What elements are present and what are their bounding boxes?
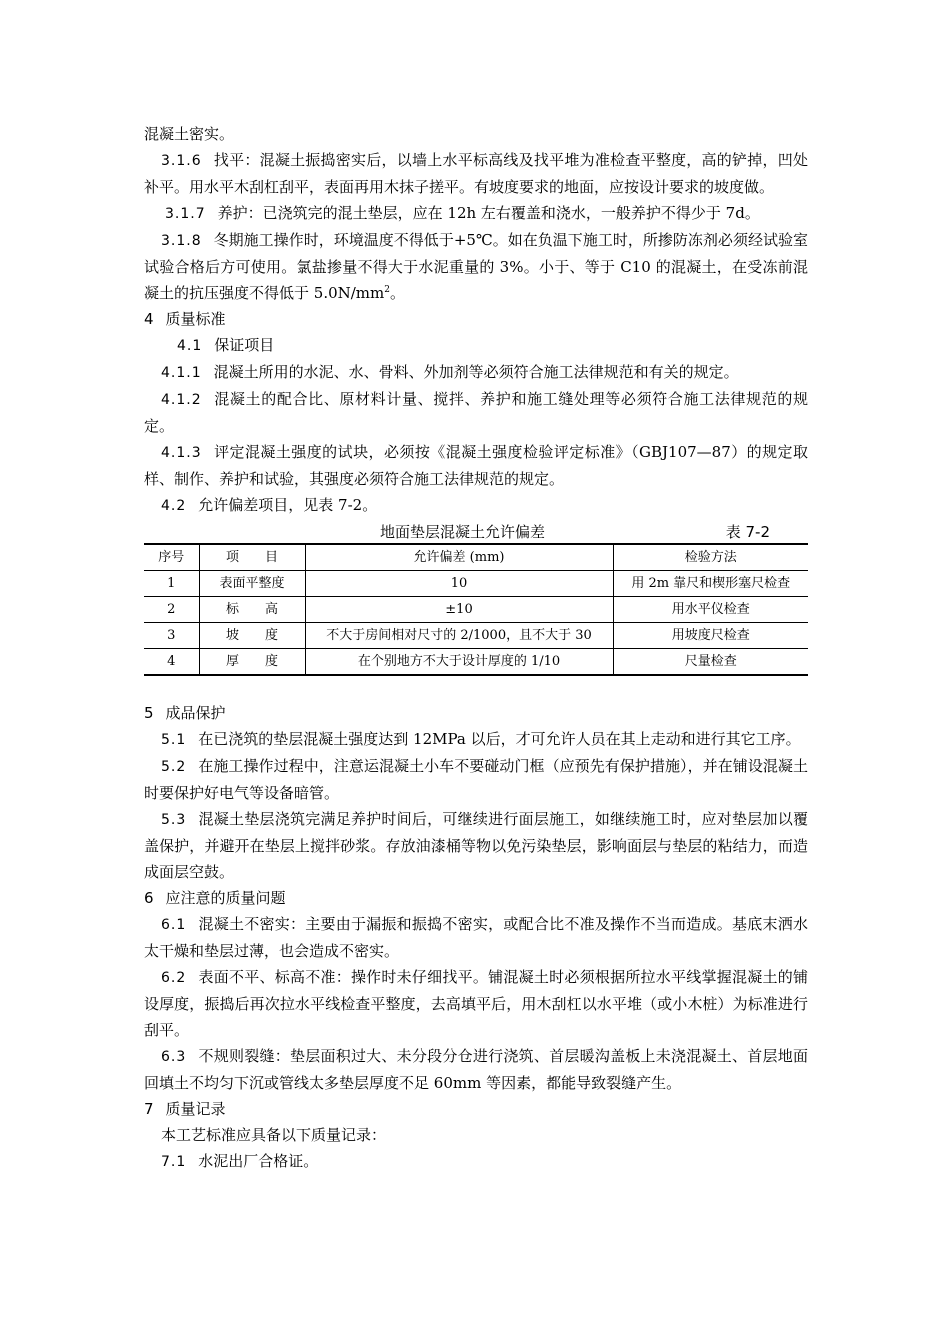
table-cell: 用 2m 靠尺和楔形塞尺检查 xyxy=(613,571,808,597)
paragraph-4-1-1 xyxy=(144,359,808,386)
section-title: 质量记录 xyxy=(165,1100,226,1118)
paragraph-text: 评定混凝土强度的试块，必须按《混凝土强度检验评定标准》（GBJ107—87）的规定取样、制作、养护和试验，其强度必须符合施工法律规范的规定。 xyxy=(144,443,808,488)
paragraph-4-1 xyxy=(144,332,808,359)
table-cell: ±10 xyxy=(305,597,613,623)
paragraph-text: 在已浇筑的垫层混凝土强度达到 12MPa 以后，才可允许人员在其上走动和进行其它工序。 xyxy=(198,730,801,748)
section-title: 质量标准 xyxy=(165,310,226,328)
table-row xyxy=(144,623,808,649)
paragraph-text: 混凝土不密实：主要由于漏振和振捣不密实，或配合比不准及操作不当而造成。基底末洒水太干燥和垫层过薄，也会造成不密实。 xyxy=(144,915,808,960)
table-cell: 用坡度尺检查 xyxy=(613,623,808,649)
section-title: 应注意的质量问题 xyxy=(165,889,286,907)
paragraph-text: 保证项目 xyxy=(214,336,275,354)
paragraph-text: 混凝土垫层浇筑完满足养护时间后，可继续进行面层施工，如继续施工时，应对垫层加以覆盖保护，并避开在垫层上搅拌砂浆。存放油漆桶等物以免污染垫层，影响面层与垫层的粘结力，而造成面层空鼓。 xyxy=(144,810,808,881)
paragraph-text: 混凝土所用的水泥、水、骨料、外加剂等必须符合施工法律规范和有关的规定。 xyxy=(213,363,739,381)
table-cell: 在个别地方不大于设计厚度的 1/10 xyxy=(305,649,613,676)
paragraph-text: 。 xyxy=(390,284,406,302)
table-row xyxy=(144,571,808,597)
paragraph-5-2 xyxy=(144,753,808,806)
paragraph-continuation xyxy=(144,121,808,147)
paragraph-text: 找平：混凝土振捣密实后，以墙上水平标高线及找平堆为准检查平整度，高的铲掉，凹处补平。用水平木刮杠刮平，表面再用木抹子搓平。有坡度要求的地面，应按设计要求的坡度做。 xyxy=(144,151,808,196)
clause-number: 4.1.3 xyxy=(161,445,202,461)
paragraph-text: 不规则裂缝：垫层面积过大、未分段分仓进行浇筑、首层暖沟盖板上未浇混凝土、首层地面回填土不均匀下沉或管线太多垫层厚度不足 60mm 等因素，都能导致裂缝产生。 xyxy=(144,1047,808,1092)
table-header-row xyxy=(144,544,808,571)
table-header-cell: 检验方法 xyxy=(613,544,808,571)
clause-number: 7.1 xyxy=(161,1154,187,1170)
paragraph-3-1-8 xyxy=(144,227,808,306)
section-number: 5 xyxy=(144,704,154,722)
paragraph-text: 允许偏差项目，见表 7-2。 xyxy=(198,496,378,514)
clause-number: 4.1.1 xyxy=(161,365,202,381)
paragraph-6-3 xyxy=(144,1043,808,1096)
table-header-cell: 序号 xyxy=(144,544,199,571)
section-heading-7 xyxy=(144,1096,808,1122)
clause-number: 4.1 xyxy=(177,338,203,354)
section-title: 成品保护 xyxy=(165,704,226,722)
tolerance-table xyxy=(144,543,808,676)
table-cell: 表面平整度 xyxy=(199,571,305,597)
table-row xyxy=(144,597,808,623)
table-cell: 2 xyxy=(144,597,199,623)
section-heading-5 xyxy=(144,700,808,726)
table-cell: 标 高 xyxy=(199,597,305,623)
section-number: 4 xyxy=(144,310,154,328)
table-row xyxy=(144,649,808,676)
table-cell: 1 xyxy=(144,571,199,597)
paragraph-7-intro xyxy=(144,1122,808,1148)
clause-number: 3.1.8 xyxy=(161,233,202,249)
section-number: 7 xyxy=(144,1100,154,1118)
table-cell: 4 xyxy=(144,649,199,676)
table-number: 表 7-2 xyxy=(725,523,770,541)
paragraph-6-1 xyxy=(144,911,808,964)
paragraph-3-1-6 xyxy=(144,147,808,200)
paragraph-7-1 xyxy=(144,1148,808,1175)
table-cell: 厚 度 xyxy=(199,649,305,676)
paragraph-6-2 xyxy=(144,964,808,1043)
document-page xyxy=(144,121,808,1175)
clause-number: 4.1.2 xyxy=(161,392,202,408)
paragraph-text: 养护：已浇筑完的混土垫层，应在 12h 左右覆盖和浇水，一般养护不得少于 7d。 xyxy=(217,204,760,222)
table-header-cell: 项 目 xyxy=(199,544,305,571)
paragraph-4-1-3 xyxy=(144,439,808,492)
table-cell: 用水平仪检查 xyxy=(613,597,808,623)
clause-number: 3.1.6 xyxy=(161,153,202,169)
paragraph-text: 混凝土的配合比、原材料计量、搅拌、养护和施工缝处理等必须符合施工法律规范的规定。 xyxy=(144,390,808,435)
table-caption xyxy=(144,519,808,545)
paragraph-5-3 xyxy=(144,806,808,885)
section-number: 6 xyxy=(144,889,154,907)
section-heading-6 xyxy=(144,885,808,911)
paragraph-5-1 xyxy=(144,726,808,753)
paragraph-text: 冬期施工操作时，环境温度不得低于+5℃。如在负温下施工时，所掺防冻剂必须经试验室试验合格后方可使用。氯盐掺量不得大于水泥重量的 3%。小于、等于 C10 的混凝土，在受冻前混凝土的抗压强度不得低于 5.0N/mm xyxy=(144,231,808,302)
clause-number: 6.1 xyxy=(161,917,187,933)
table-title: 地面垫层混凝土允许偏差 xyxy=(380,523,546,541)
paragraph-text: 表面不平、标高不准：操作时未仔细找平。铺混凝土时必须根据所拉水平线掌握混凝土的铺设厚度，振捣后再次拉水平线检查平整度，去高填平后，用木刮杠以水平堆（或小木桩）为标准进行刮平。 xyxy=(144,968,808,1039)
table-cell: 10 xyxy=(305,571,613,597)
paragraph-4-1-2 xyxy=(144,386,808,439)
clause-number: 4.2 xyxy=(161,498,187,514)
section-heading-4 xyxy=(144,306,808,332)
paragraph-text: 水泥出厂合格证。 xyxy=(198,1152,319,1170)
paragraph-text: 在施工操作过程中，注意运混凝土小车不要碰动门框（应预先有保护措施），并在铺设混凝土时要保护好电气等设备暗管。 xyxy=(144,757,808,802)
table-cell: 3 xyxy=(144,623,199,649)
table-cell: 不大于房间相对尺寸的 2/1000，且不大于 30 xyxy=(305,623,613,649)
paragraph-4-2 xyxy=(144,492,808,519)
table-cell: 尺量检查 xyxy=(613,649,808,676)
clause-number: 6.2 xyxy=(161,970,187,986)
clause-number: 5.3 xyxy=(161,812,187,828)
superscript: 2 xyxy=(384,285,390,295)
table-header-cell: 允许偏差 (mm) xyxy=(305,544,613,571)
clause-number: 5.2 xyxy=(161,759,187,775)
clause-number: 6.3 xyxy=(161,1049,187,1065)
table-cell: 坡 度 xyxy=(199,623,305,649)
clause-number: 5.1 xyxy=(161,732,187,748)
paragraph-3-1-7 xyxy=(144,200,808,227)
paragraph-text: 混凝土密实。 xyxy=(144,125,235,143)
clause-number: 3.1.7 xyxy=(165,206,206,222)
paragraph-text: 本工艺标准应具备以下质量记录： xyxy=(161,1126,387,1144)
